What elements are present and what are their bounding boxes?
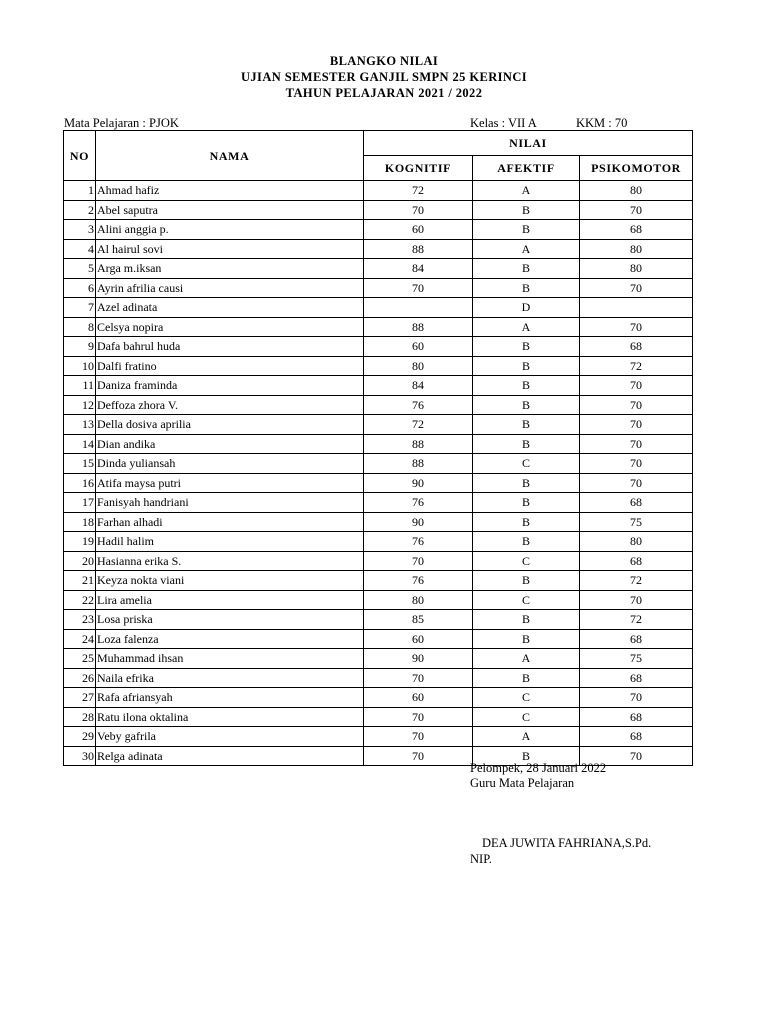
afektif-grade: B	[473, 259, 580, 279]
afektif-grade: B	[473, 415, 580, 435]
kognitif-score: 76	[364, 532, 473, 552]
afektif-grade: B	[473, 610, 580, 630]
psikomotor-score: 70	[580, 473, 693, 493]
kognitif-score: 88	[364, 239, 473, 259]
afektif-grade: B	[473, 532, 580, 552]
row-number: 1	[64, 181, 96, 201]
kognitif-score: 60	[364, 688, 473, 708]
table-row	[64, 434, 693, 454]
table-row	[64, 649, 693, 669]
kognitif-score: 70	[364, 668, 473, 688]
table-row	[64, 376, 693, 396]
row-number: 7	[64, 298, 96, 318]
psikomotor-score: 68	[580, 337, 693, 357]
kkm-label: KKM : 70	[576, 116, 628, 130]
student-name: Veby gafrila	[96, 727, 364, 747]
afektif-grade: B	[473, 512, 580, 532]
kognitif-score: 88	[364, 317, 473, 337]
student-name: Dalfi fratino	[96, 356, 364, 376]
student-name: Fanisyah handriani	[96, 493, 364, 513]
student-name: Azel adinata	[96, 298, 364, 318]
kognitif-score: 88	[364, 454, 473, 474]
kognitif-score: 84	[364, 376, 473, 396]
psikomotor-score: 70	[580, 688, 693, 708]
student-name: Ayrin afrilia causi	[96, 278, 364, 298]
afektif-grade: B	[473, 746, 580, 766]
student-name: Dian andika	[96, 434, 364, 454]
row-number: 17	[64, 493, 96, 513]
student-name: Celsya nopira	[96, 317, 364, 337]
psikomotor-score: 70	[580, 415, 693, 435]
psikomotor-score: 68	[580, 668, 693, 688]
student-name: Daniza framinda	[96, 376, 364, 396]
student-name: Atifa maysa putri	[96, 473, 364, 493]
kognitif-score: 85	[364, 610, 473, 630]
table-row	[64, 551, 693, 571]
row-number: 11	[64, 376, 96, 396]
row-number: 6	[64, 278, 96, 298]
table-body	[64, 181, 693, 766]
table-row	[64, 727, 693, 747]
kognitif-score: 76	[364, 493, 473, 513]
afektif-grade: B	[473, 571, 580, 591]
table-row	[64, 707, 693, 727]
kognitif-score: 70	[364, 551, 473, 571]
afektif-grade: C	[473, 590, 580, 610]
exam-title: UJIAN SEMESTER GANJIL SMPN 25 KERINCI	[240, 70, 528, 84]
psikomotor-score: 80	[580, 239, 693, 259]
header-nama: NAMA	[96, 131, 364, 181]
kognitif-score: 80	[364, 590, 473, 610]
teacher-nip: NIP.	[470, 852, 492, 866]
table-row	[64, 493, 693, 513]
table-row	[64, 590, 693, 610]
row-number: 13	[64, 415, 96, 435]
student-name: Relga adinata	[96, 746, 364, 766]
row-number: 12	[64, 395, 96, 415]
table-header-row	[64, 131, 693, 156]
teacher-role: Guru Mata Pelajaran	[470, 776, 575, 790]
header-kognitif: KOGNITIF	[364, 156, 473, 181]
row-number: 19	[64, 532, 96, 552]
psikomotor-score: 70	[580, 278, 693, 298]
school-year-title: TAHUN PELAJARAN 2021 / 2022	[285, 86, 483, 100]
row-number: 3	[64, 220, 96, 240]
psikomotor-score: 70	[580, 746, 693, 766]
psikomotor-score: 72	[580, 610, 693, 630]
table-row	[64, 356, 693, 376]
psikomotor-score: 80	[580, 532, 693, 552]
psikomotor-score: 80	[580, 181, 693, 201]
student-name: Hadil halim	[96, 532, 364, 552]
row-number: 10	[64, 356, 96, 376]
student-name: Losa priska	[96, 610, 364, 630]
kognitif-score: 76	[364, 395, 473, 415]
table-row	[64, 259, 693, 279]
kognitif-score: 90	[364, 649, 473, 669]
table-row	[64, 337, 693, 357]
kognitif-score: 84	[364, 259, 473, 279]
afektif-grade: A	[473, 181, 580, 201]
student-name: Farhan alhadi	[96, 512, 364, 532]
kognitif-score: 60	[364, 220, 473, 240]
student-name: Della dosiva aprilia	[96, 415, 364, 435]
table-row	[64, 239, 693, 259]
table-row	[64, 629, 693, 649]
psikomotor-score: 75	[580, 512, 693, 532]
row-number: 26	[64, 668, 96, 688]
afektif-grade: B	[473, 376, 580, 396]
header-afektif: AFEKTIF	[473, 156, 580, 181]
kognitif-score: 70	[364, 200, 473, 220]
afektif-grade: B	[473, 220, 580, 240]
afektif-grade: B	[473, 629, 580, 649]
row-number: 5	[64, 259, 96, 279]
table-row	[64, 395, 693, 415]
grades-table	[63, 130, 693, 766]
student-name: Alini anggia p.	[96, 220, 364, 240]
psikomotor-score: 70	[580, 200, 693, 220]
row-number: 29	[64, 727, 96, 747]
student-name: Muhammad ihsan	[96, 649, 364, 669]
subject-label: Mata Pelajaran : PJOK	[64, 116, 179, 130]
table-row	[64, 415, 693, 435]
row-number: 20	[64, 551, 96, 571]
psikomotor-score: 68	[580, 551, 693, 571]
student-name: Hasianna erika S.	[96, 551, 364, 571]
psikomotor-score: 68	[580, 220, 693, 240]
row-number: 23	[64, 610, 96, 630]
teacher-name: DEA JUWITA FAHRIANA,S.Pd.	[482, 836, 652, 850]
student-name: Loza falenza	[96, 629, 364, 649]
afektif-grade: C	[473, 688, 580, 708]
student-name: Rafa afriansyah	[96, 688, 364, 708]
row-number: 9	[64, 337, 96, 357]
table-row	[64, 200, 693, 220]
kognitif-score: 72	[364, 415, 473, 435]
row-number: 30	[64, 746, 96, 766]
table-row	[64, 298, 693, 318]
student-name: Arga m.iksan	[96, 259, 364, 279]
class-label: Kelas : VII A	[470, 116, 537, 130]
kognitif-score: 70	[364, 727, 473, 747]
afektif-grade: A	[473, 727, 580, 747]
header-nilai: NILAI	[364, 131, 693, 156]
psikomotor-score: 70	[580, 395, 693, 415]
psikomotor-score: 70	[580, 434, 693, 454]
student-name: Dafa bahrul huda	[96, 337, 364, 357]
table-row	[64, 532, 693, 552]
psikomotor-score: 68	[580, 707, 693, 727]
afektif-grade: D	[473, 298, 580, 318]
table-row	[64, 473, 693, 493]
student-name: Ahmad hafiz	[96, 181, 364, 201]
kognitif-score: 90	[364, 512, 473, 532]
psikomotor-score	[580, 298, 693, 318]
row-number: 22	[64, 590, 96, 610]
afektif-grade: B	[473, 278, 580, 298]
table-row	[64, 454, 693, 474]
row-number: 28	[64, 707, 96, 727]
kognitif-score: 76	[364, 571, 473, 591]
afektif-grade: B	[473, 434, 580, 454]
header-psikomotor: PSIKOMOTOR	[580, 156, 693, 181]
afektif-grade: A	[473, 649, 580, 669]
afektif-grade: B	[473, 200, 580, 220]
psikomotor-score: 75	[580, 649, 693, 669]
psikomotor-score: 72	[580, 571, 693, 591]
row-number: 27	[64, 688, 96, 708]
row-number: 14	[64, 434, 96, 454]
afektif-grade: B	[473, 493, 580, 513]
row-number: 15	[64, 454, 96, 474]
table-row	[64, 512, 693, 532]
row-number: 2	[64, 200, 96, 220]
afektif-grade: B	[473, 395, 580, 415]
kognitif-score	[364, 298, 473, 318]
student-name: Lira amelia	[96, 590, 364, 610]
psikomotor-score: 68	[580, 629, 693, 649]
psikomotor-score: 68	[580, 727, 693, 747]
kognitif-score: 70	[364, 278, 473, 298]
kognitif-score: 90	[364, 473, 473, 493]
row-number: 16	[64, 473, 96, 493]
row-number: 18	[64, 512, 96, 532]
kognitif-score: 72	[364, 181, 473, 201]
row-number: 24	[64, 629, 96, 649]
kognitif-score: 70	[364, 746, 473, 766]
student-name: Keyza nokta viani	[96, 571, 364, 591]
afektif-grade: B	[473, 668, 580, 688]
student-name: Dinda yuliansah	[96, 454, 364, 474]
student-name: Al hairul sovi	[96, 239, 364, 259]
kognitif-score: 60	[364, 629, 473, 649]
table-row	[64, 317, 693, 337]
header-no: NO	[64, 131, 96, 181]
afektif-grade: C	[473, 454, 580, 474]
psikomotor-score: 70	[580, 454, 693, 474]
kognitif-score: 88	[364, 434, 473, 454]
psikomotor-score: 70	[580, 317, 693, 337]
psikomotor-score: 80	[580, 259, 693, 279]
table-row	[64, 688, 693, 708]
table-row	[64, 668, 693, 688]
afektif-grade: C	[473, 707, 580, 727]
row-number: 21	[64, 571, 96, 591]
table-row	[64, 571, 693, 591]
afektif-grade: C	[473, 551, 580, 571]
afektif-grade: B	[473, 337, 580, 357]
psikomotor-score: 70	[580, 376, 693, 396]
psikomotor-score: 72	[580, 356, 693, 376]
kognitif-score: 80	[364, 356, 473, 376]
row-number: 25	[64, 649, 96, 669]
afektif-grade: A	[473, 317, 580, 337]
psikomotor-score: 70	[580, 590, 693, 610]
place-date: Pelompek, 28 Januari 2022	[470, 761, 607, 775]
student-name: Ratu ilona oktalina	[96, 707, 364, 727]
kognitif-score: 70	[364, 707, 473, 727]
student-name: Abel saputra	[96, 200, 364, 220]
afektif-grade: B	[473, 473, 580, 493]
afektif-grade: A	[473, 239, 580, 259]
table-row	[64, 220, 693, 240]
row-number: 8	[64, 317, 96, 337]
student-name: Deffoza zhora V.	[96, 395, 364, 415]
kognitif-score: 60	[364, 337, 473, 357]
table-row	[64, 278, 693, 298]
table-row	[64, 181, 693, 201]
row-number: 4	[64, 239, 96, 259]
psikomotor-score: 68	[580, 493, 693, 513]
document-title: BLANGKO NILAI	[329, 54, 439, 68]
table-row	[64, 610, 693, 630]
student-name: Naila efrika	[96, 668, 364, 688]
afektif-grade: B	[473, 356, 580, 376]
